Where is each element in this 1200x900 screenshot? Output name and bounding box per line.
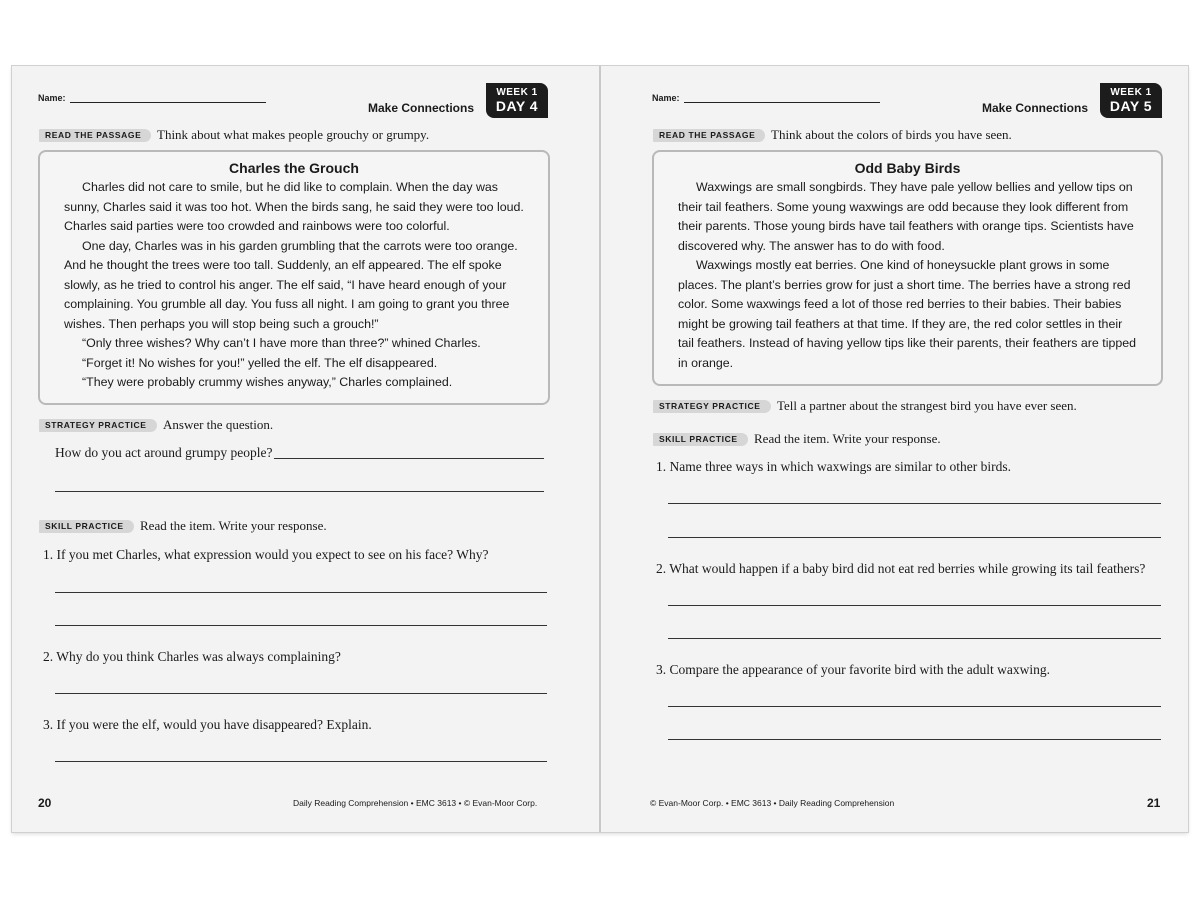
strategy-instruction: Tell a partner about the strangest bird you have ever seen.	[777, 398, 1077, 413]
read-instruction: Think about the colors of birds you have seen.	[771, 127, 1012, 142]
page-number: 21	[1147, 796, 1161, 810]
answer-line[interactable]	[55, 592, 547, 593]
read-instruction: Think about what makes people grouchy or grumpy.	[157, 127, 430, 142]
passage-paragraph: One day, Charles was in his garden grumbling that the carrots were too orange. And he thought the trees were too tall. Suddenly, an elf appeared. The elf spoke slowly, as he tried to control his anger. The elf said, “I have heard enough of your complaining. You grumble all day. You fuss all night. I am going to grant you three wishes. Then perhaps you will stop being such a grouch!”	[64, 238, 518, 331]
page-number: 20	[38, 796, 52, 810]
skill-practice-tag: SKILL PRACTICE	[653, 433, 748, 446]
question-3: 3. If you were the elf, would you have disappeared? Explain.	[43, 717, 372, 732]
week-label: WEEK 1	[496, 87, 538, 98]
answer-line[interactable]	[55, 761, 547, 762]
day-label: DAY 4	[495, 98, 539, 114]
passage-paragraph: Waxwings are small songbirds. They have pale yellow bellies and yellow tips on their tail feathers. Some young waxwings are odd because they look different from their parents. Those young birds have tail feathers with orange tips. Scientists have discovered why. The answer has to do with food.	[678, 180, 1134, 253]
answer-line[interactable]	[668, 503, 1161, 504]
strategy-practice-tag: STRATEGY PRACTICE	[39, 419, 157, 432]
name-field[interactable]	[38, 92, 266, 103]
name-line[interactable]	[684, 92, 880, 103]
skill-practice-tag: SKILL PRACTICE	[39, 520, 134, 533]
passage-box	[38, 150, 550, 405]
answer-line[interactable]	[668, 706, 1161, 707]
question-1: 1. Name three ways in which waxwings are similar to other birds.	[656, 459, 1012, 474]
answer-line[interactable]	[274, 458, 544, 459]
answer-line[interactable]	[55, 625, 547, 626]
passage-paragraph: Waxwings mostly eat berries. One kind of honeysuckle plant grows in some places. The plant’s berries grow for just a short time. The berries have a strong red color. Some waxwings feed a lot of those red berries to their babies. Their babies might be growing tail feathers at that time. If they are, the red color settles in their tail feathers. Instead of having yellow tips like their parents, their feathers are tipped in orange.	[678, 258, 1137, 370]
week-day-badge	[486, 83, 548, 118]
strategy-practice-tag: STRATEGY PRACTICE	[653, 400, 771, 413]
answer-line[interactable]	[668, 537, 1161, 538]
answer-line[interactable]	[668, 605, 1161, 606]
passage-box	[652, 150, 1163, 386]
right-page	[600, 66, 1188, 832]
day-label: DAY 5	[1109, 98, 1153, 114]
passage-paragraph: “Forget it! No wishes for you!” yelled the elf. The elf disappeared.	[82, 355, 438, 370]
left-page	[12, 66, 600, 832]
footer-credit: © Evan-Moor Corp. • EMC 3613 • Daily Reading Comprehension	[650, 798, 895, 808]
name-label: Name:	[652, 93, 680, 103]
answer-line[interactable]	[668, 739, 1161, 740]
skill-instruction: Read the item. Write your response.	[754, 431, 941, 446]
footer-credit: Daily Reading Comprehension • EMC 3613 • © Evan-Moor Corp.	[293, 798, 538, 808]
strategy-instruction: Answer the question.	[163, 417, 274, 432]
question-2: 2. What would happen if a baby bird did not eat red berries while growing its tail feathers?	[656, 561, 1146, 576]
name-line[interactable]	[70, 92, 266, 103]
header-title: Make Connections	[982, 101, 1089, 115]
answer-line[interactable]	[55, 491, 544, 492]
question-3: 3. Compare the appearance of your favorite bird with the adult waxwing.	[656, 662, 1050, 677]
week-day-badge	[1100, 83, 1162, 118]
skill-instruction: Read the item. Write your response.	[140, 518, 327, 533]
name-field[interactable]	[652, 92, 880, 103]
name-label: Name:	[38, 93, 66, 103]
read-passage-tag: READ THE PASSAGE	[39, 129, 151, 142]
passage-paragraph: “Only three wishes? Why can’t I have more than three?” whined Charles.	[82, 336, 481, 350]
week-label: WEEK 1	[1110, 87, 1152, 98]
answer-line[interactable]	[668, 638, 1161, 639]
answer-line[interactable]	[55, 693, 547, 694]
passage-paragraph: Charles did not care to smile, but he did like to complain. When the day was sunny, Charles said it was too hot. When the birds sang, he said they were too loud. Charles said parties were too crowded and rainbows were too colorful.	[64, 180, 524, 233]
question-1: 1. If you met Charles, what expression would you expect to see on his face? Why?	[43, 547, 489, 562]
strategy-question: How do you act around grumpy people?	[55, 445, 273, 460]
read-passage-tag: READ THE PASSAGE	[653, 129, 765, 142]
passage-title: Odd Baby Birds	[854, 160, 961, 176]
question-2: 2. Why do you think Charles was always complaining?	[43, 649, 341, 664]
passage-title: Charles the Grouch	[229, 160, 359, 176]
passage-paragraph: “They were probably crummy wishes anyway,” Charles complained.	[82, 375, 453, 389]
header-title: Make Connections	[368, 101, 475, 115]
